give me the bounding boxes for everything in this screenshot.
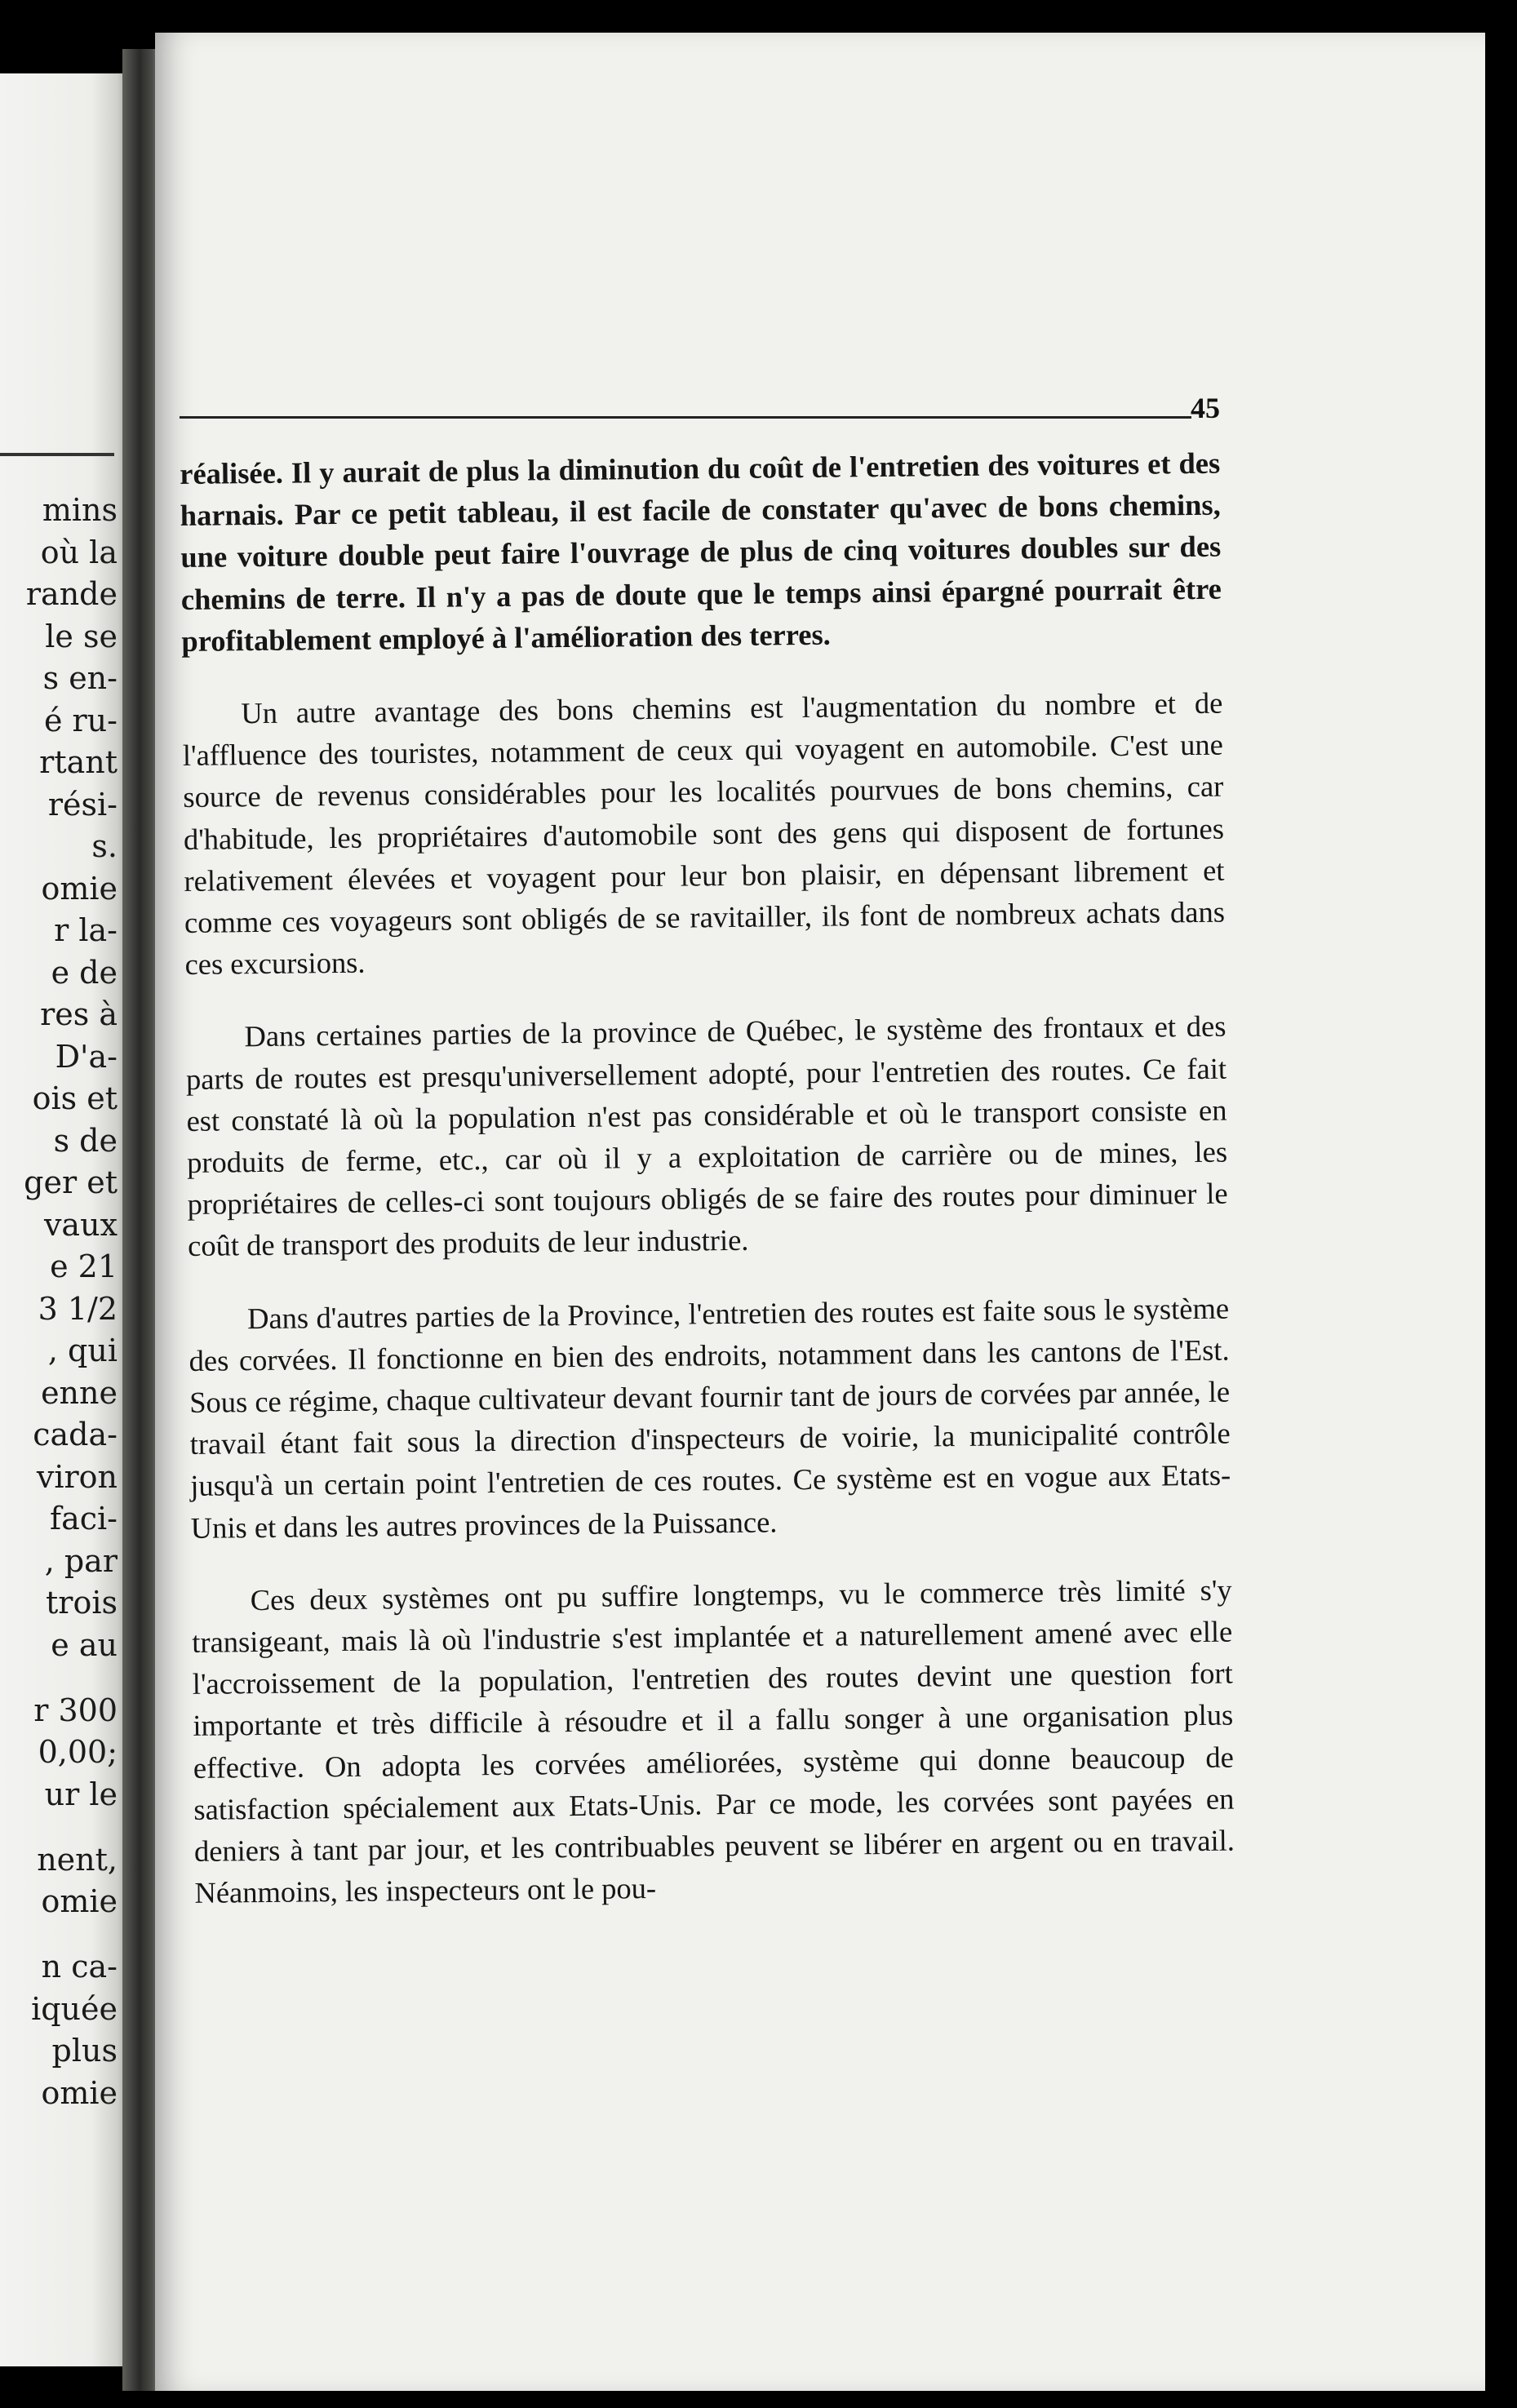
fragment-line: iquée [31,1990,118,2027]
fragment-line: D'a- [55,1038,118,1075]
fragment-line: s. [91,828,118,864]
fragment-line: omie [41,870,118,907]
fragment-line: trois [46,1585,118,1621]
fragment-line: nent, [37,1841,118,1878]
paragraph: Un autre avantage des bons chemins est l'augmentation du nombre et de l'affluence des touristes, notamment de ceux qui voyagent en automobile. C'est une source de revenus considérables pour les localités pourvues de bons chemins, car d'habitude, les propriétaires d'automobile sont des gens qui disposent de fortunes relativement élevées et voyagent pour leur bon plaisir, en dépensant librement et comme ces voyageurs sont obligés de se ravitailler, ils font de nombreux achats dans ces excursions. [182,685,1226,982]
paragraph: Dans certaines parties de la province de Québec, le système des frontaux et des parts de routes est presqu'universellement adopté, pour l'entretien des routes. Ce fait est constaté là où la population n'est pas considérable et où le transport consiste en produits de ferme, etc., car où il y a exploitation de carrière ou de mines, les propriétaires de celles-ci sont toujours obligés de se faire des routes pour diminuer le coût de transport des produits de leur industrie. [185,1009,1228,1263]
page-45 [155,33,1485,2391]
fragment-line: s en- [42,660,118,696]
fragment-line: n ca- [41,1949,118,1984]
fragment-line: plus [51,2033,118,2069]
fragment-line: omie [41,2074,118,2111]
fragment-line: enne [41,1374,118,1411]
previous-page-text-fragments [0,490,118,2114]
fragment-line: ur le [44,1776,118,1812]
paragraph: réalisée. Il y aurait de plus la diminution du coût de l'entretien des voitures et des harnais. Par ce petit tableau, il est facile de constater qu'avec de bons chemins, une voiture double peut faire l'ouvrage de plus de cinq voitures doubles sur des chemins de terre. Il n'y a pas de doute que le temps ainsi épargné pourrait être profitablement employé à l'amélioration des terres. [180,446,1222,658]
paragraph: Ces deux systèmes ont pu suffire longtemps, vu le commerce très limité s'y transigeant, mais là où l'industrie s'est implantée et a naturellement amené avec elle l'accroissement de la population, l'entretien des routes devint une question fort importante et très difficile à résoudre et il a fallu songer à une organisation plus effective. On adopta les corvées améliorées, système qui donne beaucoup de satisfaction spécialement aux Etats-Unis. Par ce mode, les corvées sont payées en deniers à tant par jour, et les contribuables peuvent se libérer en argent ou en travail. Néanmoins, les inspecteurs ont le pou- [192,1572,1235,1910]
fragment-line: rési- [47,786,118,823]
fragment-line: res à [40,996,118,1032]
page-header [180,371,1220,428]
fragment-line: cada- [33,1417,118,1452]
fragment-line: r la- [54,912,118,948]
fragment-line: 3 1/2 [38,1290,118,1327]
fragment-line: où la [40,534,118,570]
fragment-line: s de [53,1122,118,1159]
header-rule [180,416,1191,419]
fragment-line: vaux [43,1206,118,1243]
fragment-line: é ru- [43,702,118,738]
fragment-line: omie [41,1883,118,1919]
fragment-line: r 300 [33,1692,118,1728]
fragment-line: le se [45,618,118,654]
fragment-line: e 21 [50,1248,118,1284]
body-text [180,442,1235,1945]
fragment-line: e au [51,1626,118,1663]
fragment-line: rande [25,576,118,612]
fragment-line: ois et [32,1080,118,1116]
fragment-line: , qui [47,1333,118,1368]
fragment-line: , par [44,1542,118,1579]
previous-page-header-rule [0,453,114,456]
previous-page-edge [0,73,131,2366]
fragment-line: ger et [24,1164,118,1200]
fragment-line: 0,00; [38,1734,118,1770]
fragment-line: rtant [39,744,118,780]
paragraph: Dans d'autres parties de la Province, l'entretien des routes est faite sous le système des corvées. Il fonctionne en bien des endroits, notamment dans les cantons de l'Est. Sous ce régime, chaque cultivateur devant fournir tant de jours de corvées par année, le travail étant fait sous la direction d'inspecteurs de voirie, la municipalité contrôle jusqu'à un certain point l'entretien de ces routes. Ce système est en vogue aux Etats-Unis et dans les autres provinces de la Puissance. [189,1291,1231,1545]
fragment-line: mins [42,492,118,528]
fragment-line: e de [51,954,118,991]
fragment-line: viron [36,1458,118,1495]
page-number: 45 [1191,392,1220,424]
fragment-line: faci- [50,1501,118,1537]
